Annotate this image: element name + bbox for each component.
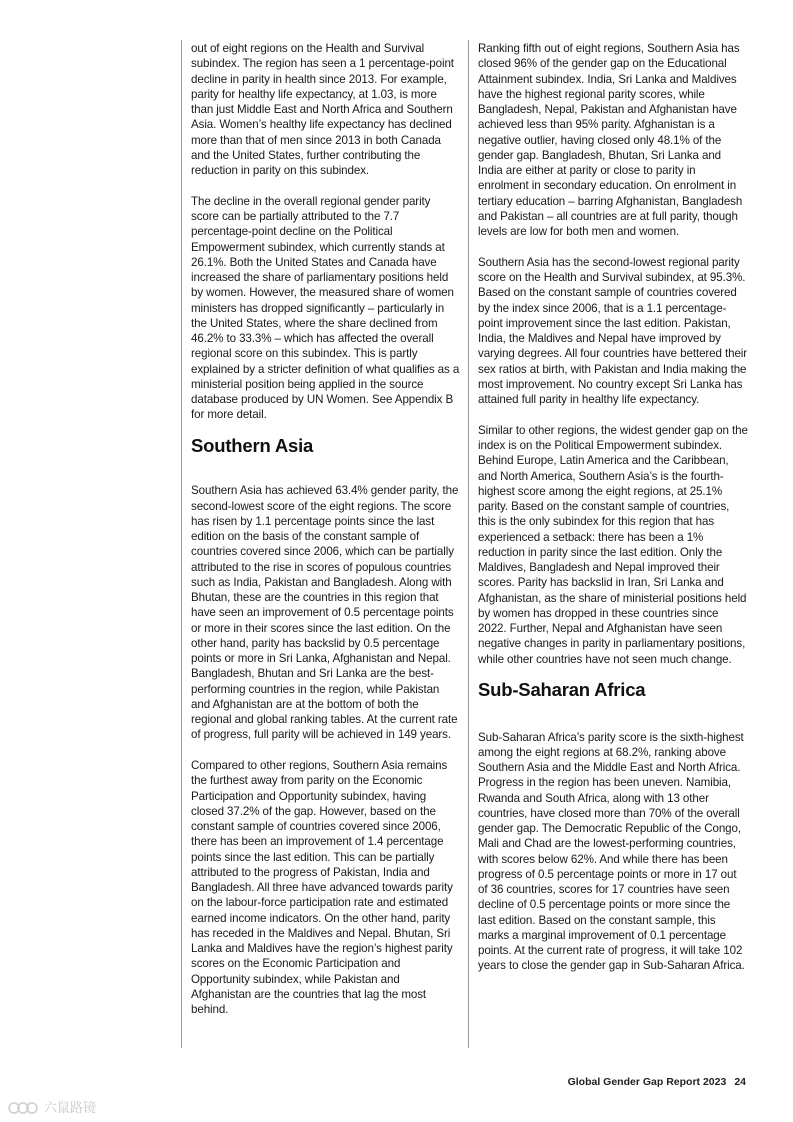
paragraph-southern-asia-overview: Southern Asia has achieved 63.4% gender parity, the second-lowest score of the eight regions. The score has risen by 1.1 percentage points since the last edition on the basis of the constant sample of countries covered since 2006, which can be partially attributed to the rise in scores of populous countries such as India, Pakistan and Bangladesh. Along with Bhutan, these are the countries in this region that have seen an improvement of 0.5 percentage points or more in their scores since the last edition. On the other hand, parity has backslid by 0.5 percentage points or more in Sri Lanka, Afghanistan and Nepal. Bangladesh, Bhutan and Sri Lanka are the best-performing countries in the region, while Pakistan and Afghanistan are at the bottom of both the regional and global ranking tables. At the current rate of progress, full parity will be achieved in 149 years. bbox=[191, 484, 459, 742]
paragraph-southern-asia-economic: Compared to other regions, Southern Asia remains the furthest away from parity on the Economic Participation and Opportunity subindex, having closed 37.2% of the gap. However, based on the constant sample of countries covered since 2006, there has been an improvement of 1.4 percentage points since the last edition. This can be partially attributed to the progress of Pakistan, India and Bangladesh. All three have advanced towards parity on the labour-force participation rate and estimated earned income indicators. On the other hand, parity has receded in the Maldives and Nepal. Bhutan, Sri Lanka and Maldives have the region’s highest parity scores on the Economic Participation and Opportunity subindex, while Pakistan and Afghanistan are the countries that lag the most behind. bbox=[191, 759, 453, 1016]
paragraph-southern-asia-health: Southern Asia has the second-lowest regional parity score on the Health and Survival subindex, at 95.3%. Based on the constant sample of countries covered by the index since 2006, that is a 1.1 percentage-point improvement since the last edition. Pakistan, India, the Maldives and Nepal have improved by varying degrees. All four countries have bettered their sex ratios at birth, with Pakistan and India making the most improvement. No country except Sri Lanka has attained full parity in healthy life expectancy. bbox=[478, 255, 748, 406]
footer-report-title: Global Gender Gap Report 2023 bbox=[567, 1076, 727, 1088]
paragraph-southern-asia-political: Similar to other regions, the widest gender gap on the index is on the Political Empowerment subindex. Behind Europe, Latin America and the Caribbean, and North America, Southern Asia’s is the fourth-highest score among the eight regions, at 25.1% parity. Based on the constant sample of countries, this is the only subindex for this region that has experienced a setback: there has been a 1% reduction in parity since the last edition. Only the Maldives, Bangladesh and Nepal improved their scores. Parity has backslid in Iran, Sri Lanka and Afghanistan, as the share of ministerial positions held by women has dropped in these countries since 2022. Further, Nepal and Afghanistan have seen negative changes in parity in parliamentary positions, while other countries have not seen much change. bbox=[478, 423, 748, 666]
center-column-rule bbox=[468, 40, 469, 1048]
footer-page-number: 24 bbox=[734, 1076, 746, 1088]
heading-southern-asia: Southern Asia bbox=[191, 435, 314, 456]
left-column bbox=[191, 41, 461, 1033]
page-footer bbox=[560, 1076, 746, 1088]
paragraph-southern-asia-education: Ranking fifth out of eight regions, Southern Asia has closed 96% of the gender gap on the Educational Attainment subindex. India, Sri Lanka and Maldives have the highest regional parity scores, while Bangladesh, Nepal, Pakistan and Afghanistan have achieved less than 95% parity. Afghanistan is a negative outlier, having closed only 48.1% of the gender gap. Bangladesh, Bhutan, Sri Lanka and India are either at parity or close to parity in enrolment in secondary education. On enrolment in tertiary education – barring Afghanistan, Bangladesh and Pakistan – all countries are at full parity, though levels are low for both men and women. bbox=[478, 42, 743, 238]
heading-sub-saharan-africa: Sub-Saharan Africa bbox=[478, 679, 646, 701]
left-column-rule bbox=[181, 40, 182, 1048]
right-column bbox=[478, 41, 748, 989]
watermark bbox=[8, 1097, 96, 1116]
paragraph-health-north-america: out of eight regions on the Health and Survival subindex. The region has seen a 1 percentage-point decline in parity in health since 2013. For example, parity for healthy life expectancy, at 1.03, is more than just Middle East and North Africa and Southern Asia. Women’s healthy life expectancy has declined more than that of men since 2013 in both Canada and the United States, further contributing the reduction in parity on this subindex. bbox=[191, 42, 454, 177]
paragraph-sub-saharan-africa-overview: Sub-Saharan Africa’s parity score is the sixth-highest among the eight regions at 68.2%, ranking above Southern Asia and the Middle East and North Africa. Progress in the region has been uneven. Namibia, Rwanda and South Africa, along with 13 other countries, have closed more than 70% of the overall gender gap. The Democratic Republic of the Congo, Mali and Chad are the lowest-performing countries, with scores below 62%. And while there has been progress of 0.5 percentage points or more in 17 out of 36 countries, scores for 17 countries have seen decline of 0.5 percentage points or more since the last edition. Based on the constant sample, this marks a marginal improvement of 0.1 percentage points. At the current rate of progress, it will take 102 years to close the gender gap in Sub-Saharan Africa. bbox=[478, 730, 745, 973]
paragraph-political-decline: The decline in the overall regional gender parity score can be partially attributed to the 7.7 percentage-point decline on the Political Empowerment subindex, which currently stands at 26.1%. Both the United States and Canada have increased the share of parliamentary positions held by women. However, the measured share of women ministers has dropped significantly – particularly in the United States, where the share declined from 46.2% to 33.3% – which has affected the overall regional score on this subindex. This is partly explained by a stricter definition of what qualifies as a ministerial position being applied in the source database produced by UN Women. See Appendix B for more detail. bbox=[191, 194, 460, 422]
watermark-logo-icon bbox=[8, 1099, 38, 1115]
watermark-text: 六鼠路镜 bbox=[44, 1100, 97, 1115]
